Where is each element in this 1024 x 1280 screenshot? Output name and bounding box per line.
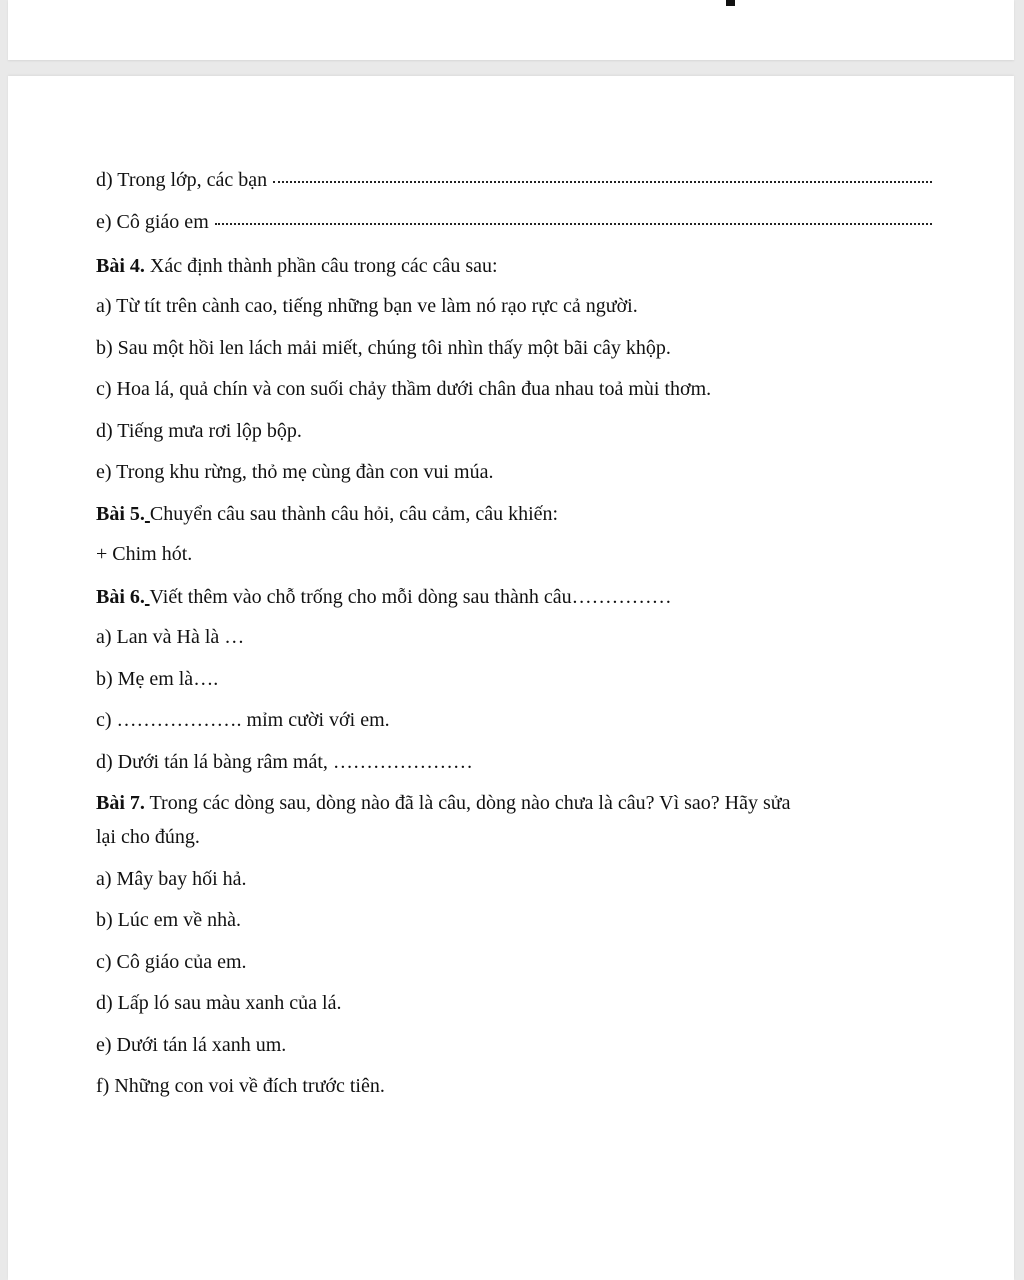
line-4a: a) Từ tít trên cành cao, tiếng những bạn ve làm nó rạo rực cả người.: [96, 295, 638, 317]
exercise-text: Trong các dòng sau, dòng nào đã là câu, dòng nào chưa là câu? Vì sao? Hãy sửa: [144, 792, 791, 814]
line-text: e) Cô giáo em: [96, 211, 209, 233]
line-7a: a) Mây bay hối hả.: [96, 868, 247, 890]
exercise-label: Bài 7.: [96, 792, 145, 814]
dotted-blank: [215, 223, 932, 225]
line-6b: b) Mẹ em là….: [96, 668, 219, 690]
exercise-7-continuation: lại cho đúng.: [96, 826, 200, 848]
line-4b: b) Sau một hồi len lách mải miết, chúng tôi nhìn thấy một bãi cây khộp.: [96, 337, 671, 359]
line-text: d) Trong lớp, các bạn: [96, 169, 268, 191]
line-4d: d) Tiếng mưa rơi lộp bộp.: [96, 420, 302, 442]
exercise-4-heading: [96, 254, 498, 278]
line-4c: c) Hoa lá, quả chín và con suối chảy thầm dưới chân đua nhau toả mùi thơm.: [96, 378, 712, 400]
line-7c: c) Cô giáo của em.: [96, 951, 247, 973]
exercise-label: Bài 5.: [96, 503, 145, 525]
line-6a: a) Lan và Hà là …: [96, 626, 245, 648]
line-3e: [96, 210, 932, 234]
line-3d: [96, 168, 932, 192]
exercise-label: Bài 6.: [96, 586, 145, 608]
line-4e: e) Trong khu rừng, thỏ mẹ cùng đàn con vui múa.: [96, 461, 494, 483]
exercise-7-heading: [96, 791, 790, 815]
exercise-text: Chuyển câu sau thành câu hỏi, câu cảm, câu khiến:: [149, 503, 559, 525]
exercise-5-heading: [96, 502, 558, 526]
exercise-label: Bài 4.: [96, 255, 145, 277]
line-7b: b) Lúc em về nhà.: [96, 909, 241, 931]
exercise-text: Viết thêm vào chỗ trống cho mỗi dòng sau thành câu……………: [149, 586, 672, 608]
line-5a: + Chim hót.: [96, 543, 193, 565]
dotted-blank: [273, 181, 932, 183]
line-6d: d) Dưới tán lá bàng râm mát, …………………: [96, 751, 473, 773]
exercise-text: Xác định thành phần câu trong các câu sau:: [144, 255, 498, 277]
line-7e: e) Dưới tán lá xanh um.: [96, 1034, 287, 1056]
line-7f: f) Những con voi về đích trước tiên.: [96, 1075, 385, 1097]
exercise-6-heading: [96, 585, 672, 609]
page-mark: [726, 0, 735, 6]
line-6c: c) ………………. mỉm cười với em.: [96, 709, 390, 731]
line-7d: d) Lấp ló sau màu xanh của lá.: [96, 992, 342, 1014]
previous-page: [8, 0, 1014, 60]
document-page: [8, 76, 1014, 1280]
